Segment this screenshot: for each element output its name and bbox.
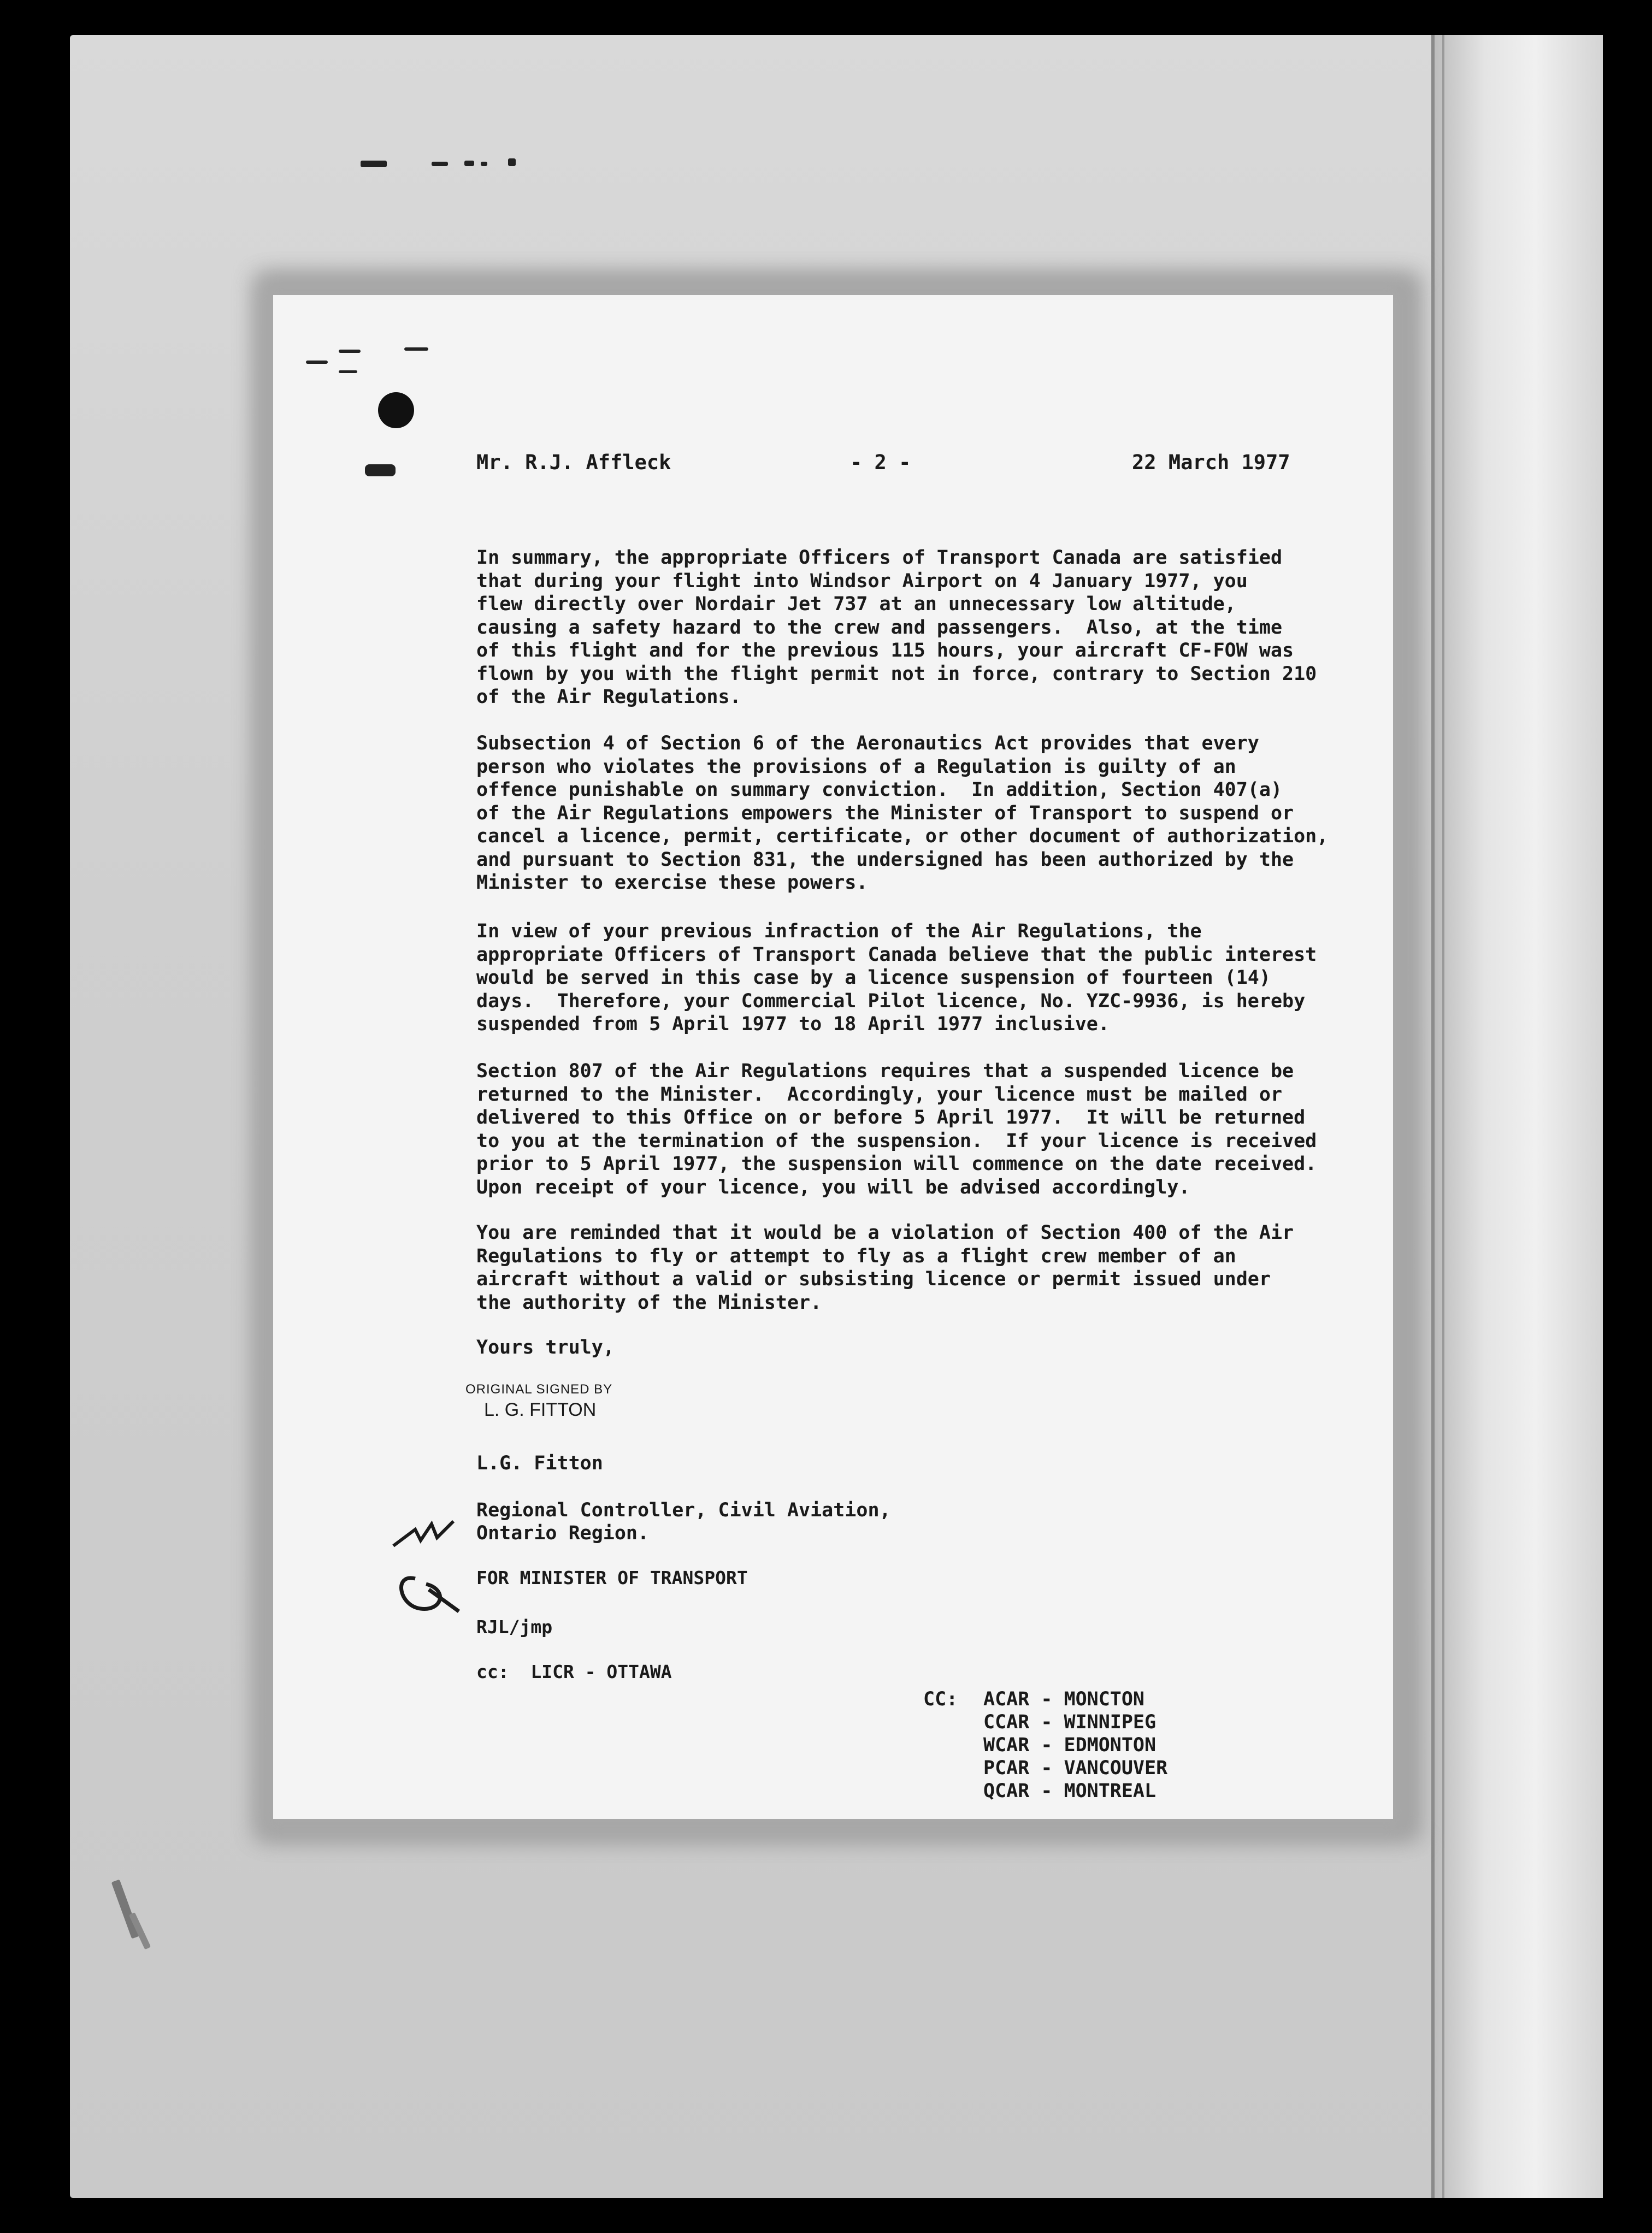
text-line: appropriate Officers of Transport Canada believe that the public interest xyxy=(476,943,1317,966)
signatory-name: L.G. Fitton xyxy=(476,1452,603,1474)
paragraph-1 xyxy=(476,546,1340,709)
text-line: of the Air Regulations. xyxy=(476,686,741,708)
text-line: In summary, the appropriate Officers of Transport Canada are satisfied xyxy=(476,547,1283,569)
text-line: of the Air Regulations empowers the Minister of Transport to suspend or xyxy=(476,802,1294,824)
cc-entry: WCAR - EDMONTON xyxy=(983,1734,1157,1756)
cc-right-label: CC: xyxy=(923,1688,958,1710)
text-line: days. Therefore, your Commercial Pilot licence, No. YZC-9936, is hereby xyxy=(476,990,1306,1012)
text-line: flown by you with the flight permit not in force, contrary to Section 210 xyxy=(476,663,1317,685)
reference-initials: RJL/jmp xyxy=(476,1616,553,1638)
text-line: suspended from 5 April 1977 to 18 April 1977 inclusive. xyxy=(476,1013,1110,1035)
paragraph-2 xyxy=(476,732,1340,895)
text-line: flew directly over Nordair Jet 737 at an unnecessary low altitude, xyxy=(476,593,1236,615)
text-line: returned to the Minister. Accordingly, your licence must be mailed or xyxy=(476,1083,1283,1106)
film-mark xyxy=(481,162,487,166)
text-line: and pursuant to Section 831, the undersigned has been authorized by the xyxy=(476,848,1294,871)
letter-date: 22 March 1977 xyxy=(1132,451,1290,474)
text-line: of this flight and for the previous 115 hours, your aircraft CF-FOW was xyxy=(476,640,1294,661)
text-line: In view of your previous infraction of the Air Regulations, the xyxy=(476,920,1202,942)
text-line: Section 807 of the Air Regulations requires that a suspended licence be xyxy=(476,1060,1294,1082)
sheet-mark xyxy=(365,464,396,476)
cc-entry: PCAR - VANCOUVER xyxy=(983,1757,1168,1779)
cc-entry: ACAR - MONCTON xyxy=(983,1688,1145,1710)
film-mark xyxy=(361,161,387,167)
cc-entry: CCAR - WINNIPEG xyxy=(983,1711,1157,1733)
text-line: prior to 5 April 1977, the suspension will commence on the date received. xyxy=(476,1153,1317,1175)
signature-stamp-line1: ORIGINAL SIGNED BY xyxy=(465,1382,613,1397)
text-line: the authority of the Minister. xyxy=(476,1291,822,1314)
paragraph-3 xyxy=(476,920,1340,1036)
text-line: Minister to exercise these powers. xyxy=(476,872,868,894)
cc-entry: QCAR - MONTREAL xyxy=(983,1780,1157,1802)
signatory-title-line1: Regional Controller, Civil Aviation, xyxy=(476,1499,891,1521)
authority-line: FOR MINISTER OF TRANSPORT xyxy=(476,1567,748,1588)
recipient-name: Mr. R.J. Affleck xyxy=(476,451,671,474)
film-mark xyxy=(464,161,474,166)
fold-line xyxy=(1442,35,1444,2198)
text-line: Regulations to fly or attempt to fly as a flight crew member of an xyxy=(476,1245,1236,1267)
cc-right-list xyxy=(983,1688,1167,1803)
closing: Yours truly, xyxy=(476,1337,615,1358)
text-line: would be served in this case by a licence suspension of fourteen (14) xyxy=(476,967,1271,989)
text-line: delivered to this Office on or before 5 April 1977. It will be returned xyxy=(476,1107,1306,1129)
text-line: Subsection 4 of Section 6 of the Aeronautics Act provides that every xyxy=(476,732,1259,754)
text-line: aircraft without a valid or subsisting licence or permit issued under xyxy=(476,1268,1271,1290)
paragraph-4 xyxy=(476,1060,1340,1199)
sheet-mark xyxy=(404,347,428,351)
text-line: You are reminded that it would be a violation of Section 400 of the Air xyxy=(476,1222,1294,1244)
fold-strip xyxy=(1431,35,1603,2198)
text-line: that during your flight into Windsor Airport on 4 January 1977, you xyxy=(476,570,1248,592)
text-line: person who violates the provisions of a Regulation is guilty of an xyxy=(476,755,1236,778)
text-line: to you at the termination of the suspension. If your licence is received xyxy=(476,1130,1317,1152)
handwritten-initials xyxy=(382,1508,470,1628)
sheet-mark xyxy=(339,370,357,373)
text-line: Upon receipt of your licence, you will be advised accordingly. xyxy=(476,1176,1190,1198)
sheet-mark xyxy=(339,350,361,353)
paragraph-5 xyxy=(476,1221,1340,1314)
page-number: - 2 - xyxy=(850,451,911,474)
film-mark xyxy=(432,162,448,166)
signature-stamp-line2: L. G. FITTON xyxy=(484,1399,597,1420)
signatory-title-line2: Ontario Region. xyxy=(476,1522,650,1544)
cc-left: cc: LICR - OTTAWA xyxy=(476,1661,672,1682)
text-line: offence punishable on summary conviction. In addition, Section 407(a) xyxy=(476,779,1283,801)
film-mark xyxy=(508,158,516,166)
punch-hole xyxy=(378,392,414,428)
text-line: causing a safety hazard to the crew and passengers. Also, at the time xyxy=(476,616,1283,639)
sheet-mark xyxy=(306,361,328,364)
text-line: cancel a licence, permit, certificate, or other document of authorization, xyxy=(476,825,1329,847)
